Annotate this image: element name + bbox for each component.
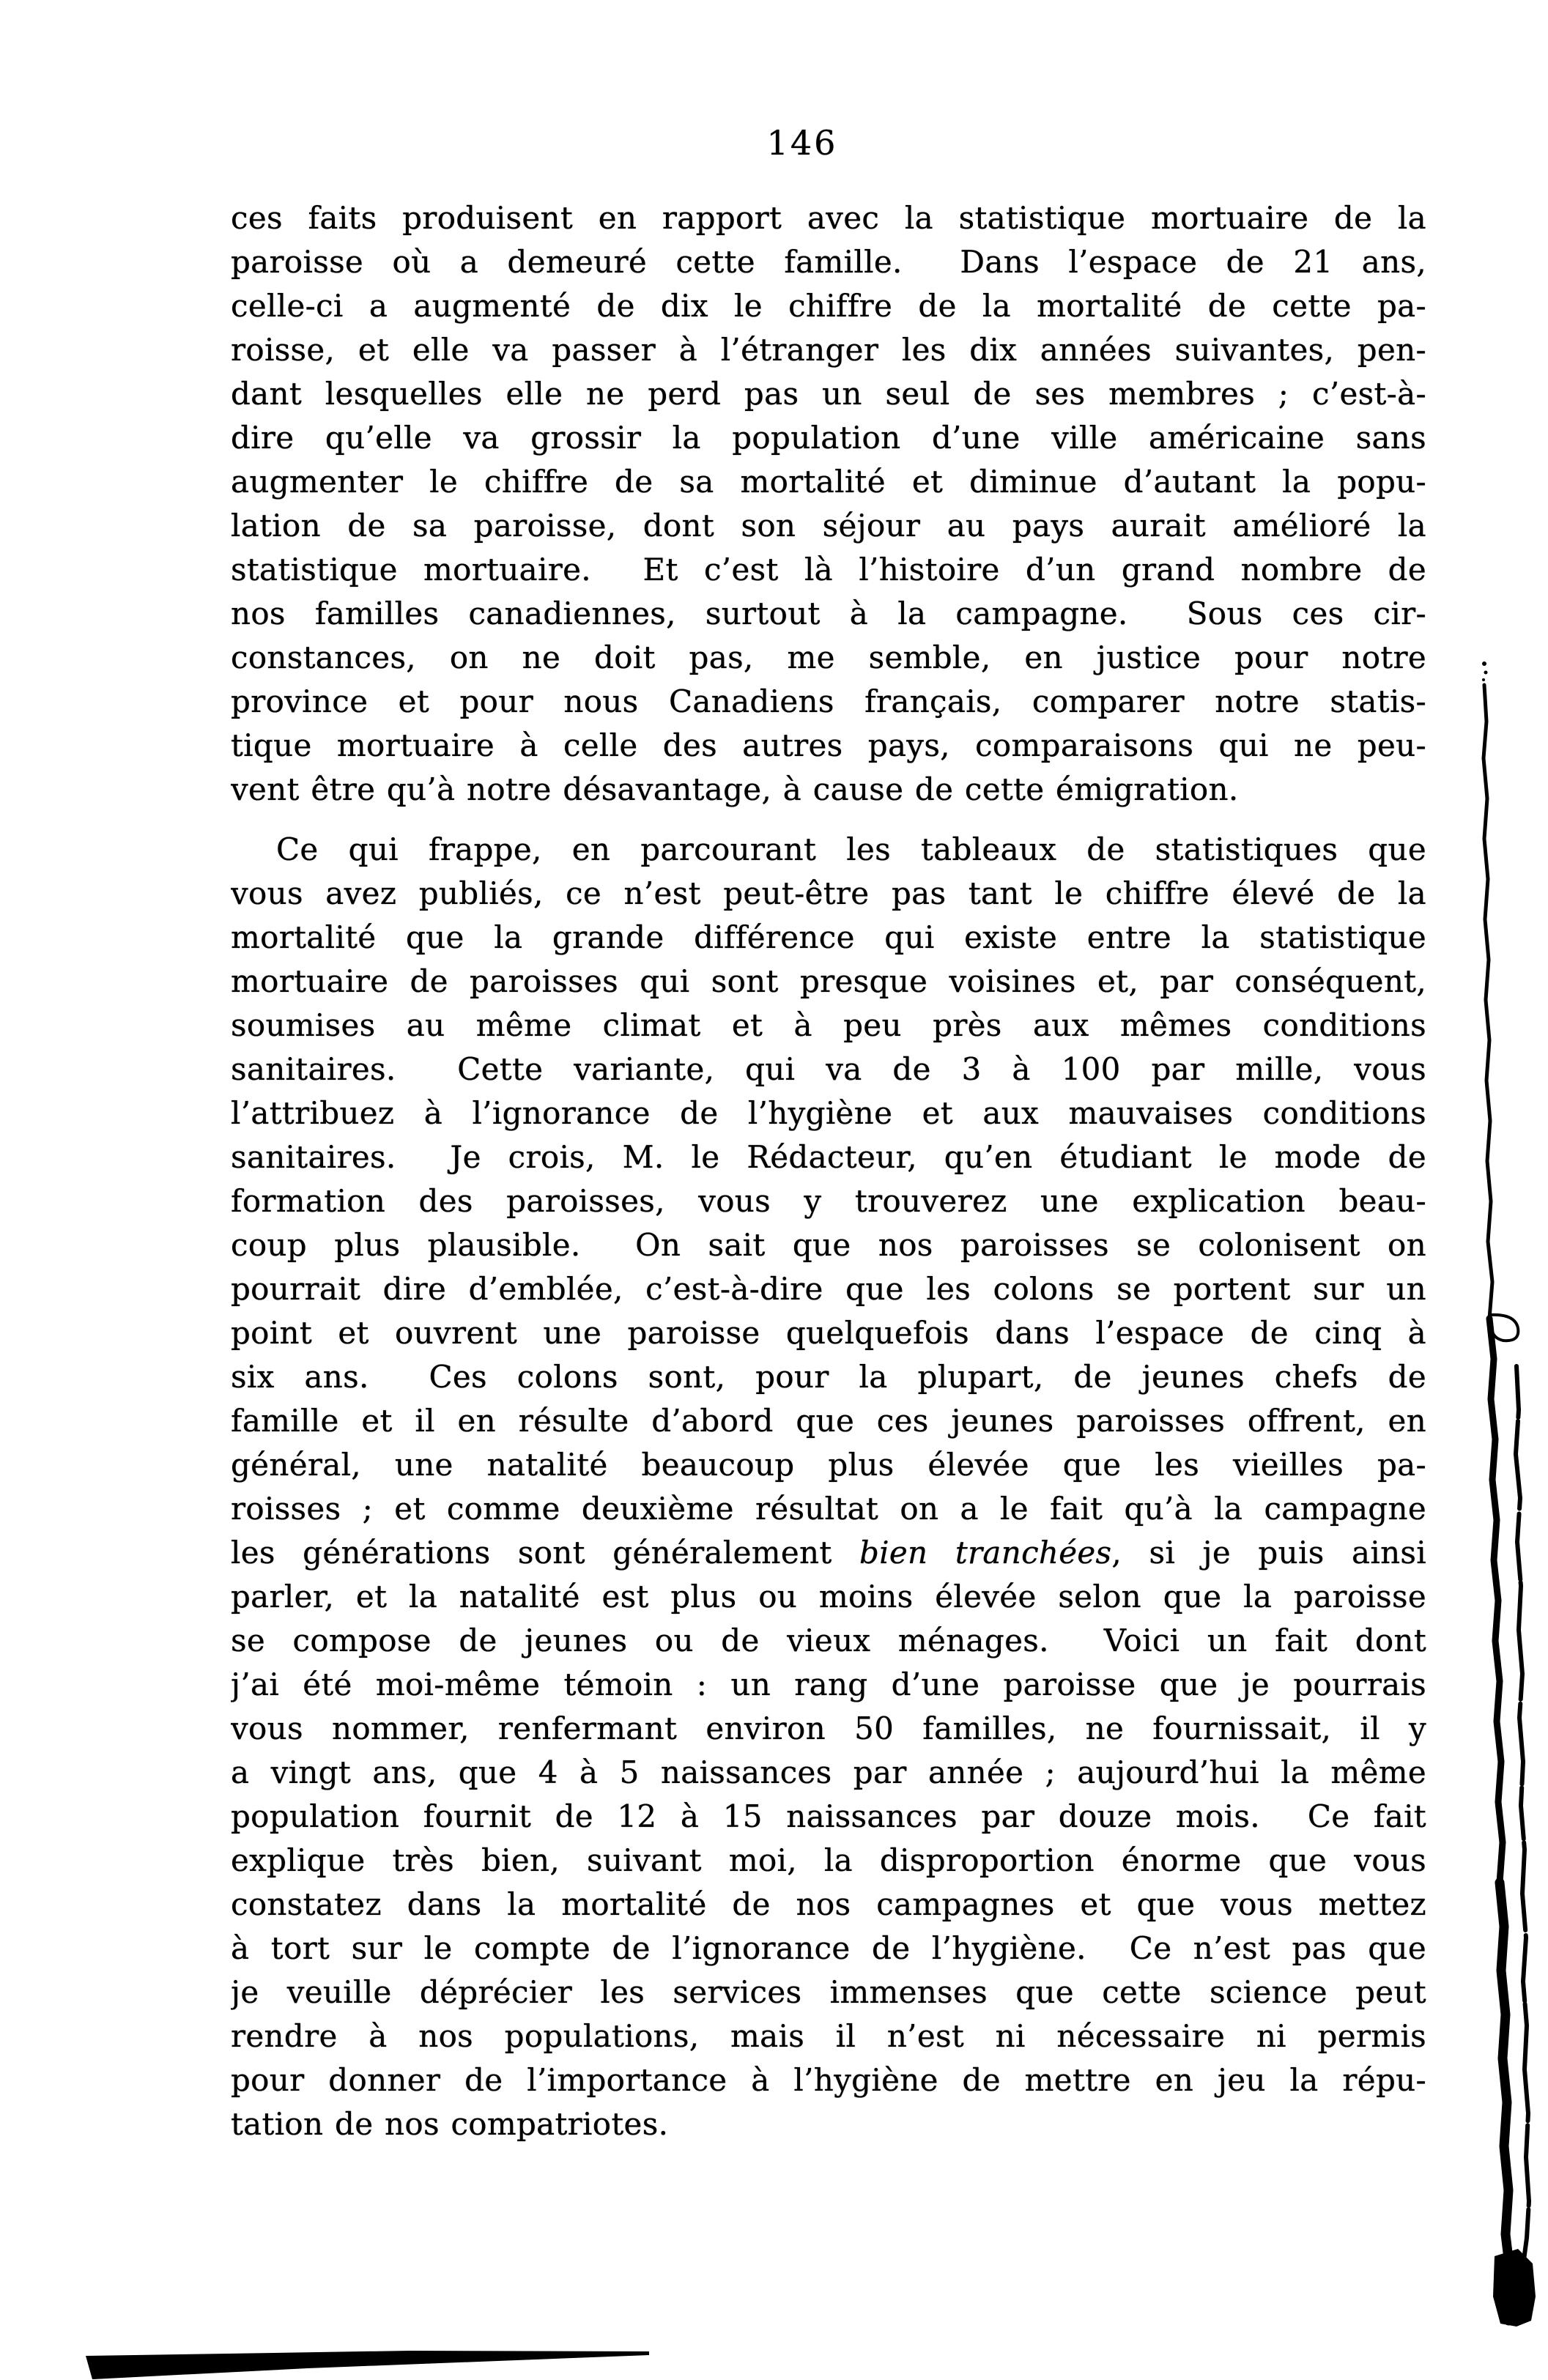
text-segment: les générations sont généralement [231,1535,859,1571]
text-line: a vingt ans, que 4 à 5 naissances par année ; aujourd’hui la même [231,1754,1426,1790]
text-line: roisses ; et comme deuxième résultat on a le fait qu’à la campagne [231,1491,1426,1527]
text-segment: , si je puis ainsi [1111,1535,1426,1571]
text-line-with-italic [231,1531,1426,1575]
text-line: point et ouvrent une paroisse quelquefois dans l’espace de cinq à [231,1315,1426,1351]
text-line: nos familles canadiennes, surtout à la campagne. Sous ces cir- [231,596,1426,631]
text-line: constances, on ne doit pas, me semble, en justice pour notre [231,640,1426,675]
text-line: pour donner de l’importance à l’hygiène de mettre en jeu la répu- [231,2062,1426,2098]
text-line: général, une natalité beaucoup plus élevée que les vieilles pa- [231,1447,1426,1483]
text-line: roisse, et elle va passer à l’étranger les dix années suivantes, pen- [231,332,1426,368]
text-line: dant lesquelles elle ne perd pas un seul de ses membres ; c’est-à- [231,376,1426,412]
text-line: l’attribuez à l’ignorance de l’hygiène et aux mauvaises conditions [231,1095,1426,1131]
text-line: mortalité que la grande différence qui existe entre la statistique [231,919,1426,955]
italic-phrase: bien tranchées [859,1535,1112,1571]
paragraph-2 [231,828,1426,2146]
text-line: province et pour nous Canadiens français, comparer notre statis- [231,683,1426,719]
text-line: tation de nos compatriotes. [231,2106,669,2142]
text-line: six ans. Ces colons sont, pour la plupart, de jeunes chefs de [231,1359,1426,1395]
text-line: famille et il en résulte d’abord que ces jeunes paroisses offrent, en [231,1403,1426,1439]
text-line: rendre à nos populations, mais il n’est ni nécessaire ni permis [231,2018,1426,2054]
right-edge-ink-streak [1482,661,1536,2327]
text-line: explique très bien, suivant moi, la disproportion énorme que vous [231,1842,1426,1878]
text-line: population fournit de 12 à 15 naissances par douze mois. Ce fait [231,1798,1426,1834]
text-line: vous avez publiés, ce n’est peut-être pas tant le chiffre élevé de la [231,875,1426,911]
text-line: mortuaire de paroisses qui sont presque voisines et, par conséquent, [231,963,1426,999]
text-line: lation de sa paroisse, dont son séjour au pays aurait amélioré la [231,508,1426,544]
text-line: vous nommer, renfermant environ 50 familles, ne fournissait, il y [231,1710,1426,1746]
text-line: Ce qui frappe, en parcourant les tableaux de statistiques que [276,831,1426,867]
bottom-left-ink-streak [86,2351,649,2379]
text-line: paroisse où a demeuré cette famille. Dans l’espace de 21 ans, [231,244,1426,280]
text-line: formation des paroisses, vous y trouverez une explication beau- [231,1183,1426,1219]
text-line: sanitaires. Cette variante, qui va de 3 à 100 par mille, vous [231,1051,1426,1087]
text-line: je veuille déprécier les services immenses que cette science peut [231,1974,1426,2010]
text-line: coup plus plausible. On sait que nos paroisses se colonisent on [231,1227,1426,1263]
text-line: celle-ci a augmenté de dix le chiffre de la mortalité de cette pa- [231,288,1426,324]
text-line: vent être qu’à notre désavantage, à cause de cette émigration. [231,771,1239,807]
text-line: soumises au même climat et à peu près aux mêmes conditions [231,1007,1426,1043]
text-line: pourrait dire d’emblée, c’est-à-dire que les colons se portent sur un [231,1271,1426,1307]
text-line: à tort sur le compte de l’ignorance de l’hygiène. Ce n’est pas que [231,1930,1426,1966]
page-number: 146 [766,123,838,163]
paragraph-1 [231,196,1426,812]
text-line: dire qu’elle va grossir la population d’une ville américaine sans [231,420,1426,456]
text-line: parler, et la natalité est plus ou moins élevée selon que la paroisse [231,1579,1426,1615]
text-line: constatez dans la mortalité de nos campagnes et que vous mettez [231,1886,1426,1922]
text-line: tique mortuaire à celle des autres pays, comparaisons qui ne peu- [231,727,1426,763]
text-block [231,196,1426,2146]
text-line: j’ai été moi-même témoin : un rang d’une paroisse que je pourrais [231,1667,1426,1702]
text-line: statistique mortuaire. Et c’est là l’histoire d’un grand nombre de [231,552,1426,587]
text-line: augmenter le chiffre de sa mortalité et diminue d’autant la popu- [231,464,1426,500]
text-line: sanitaires. Je crois, M. le Rédacteur, qu’en étudiant le mode de [231,1139,1426,1175]
text-line: ces faits produisent en rapport avec la statistique mortuaire de la [231,200,1426,236]
text-line: se compose de jeunes ou de vieux ménages. Voici un fait dont [231,1623,1426,1658]
